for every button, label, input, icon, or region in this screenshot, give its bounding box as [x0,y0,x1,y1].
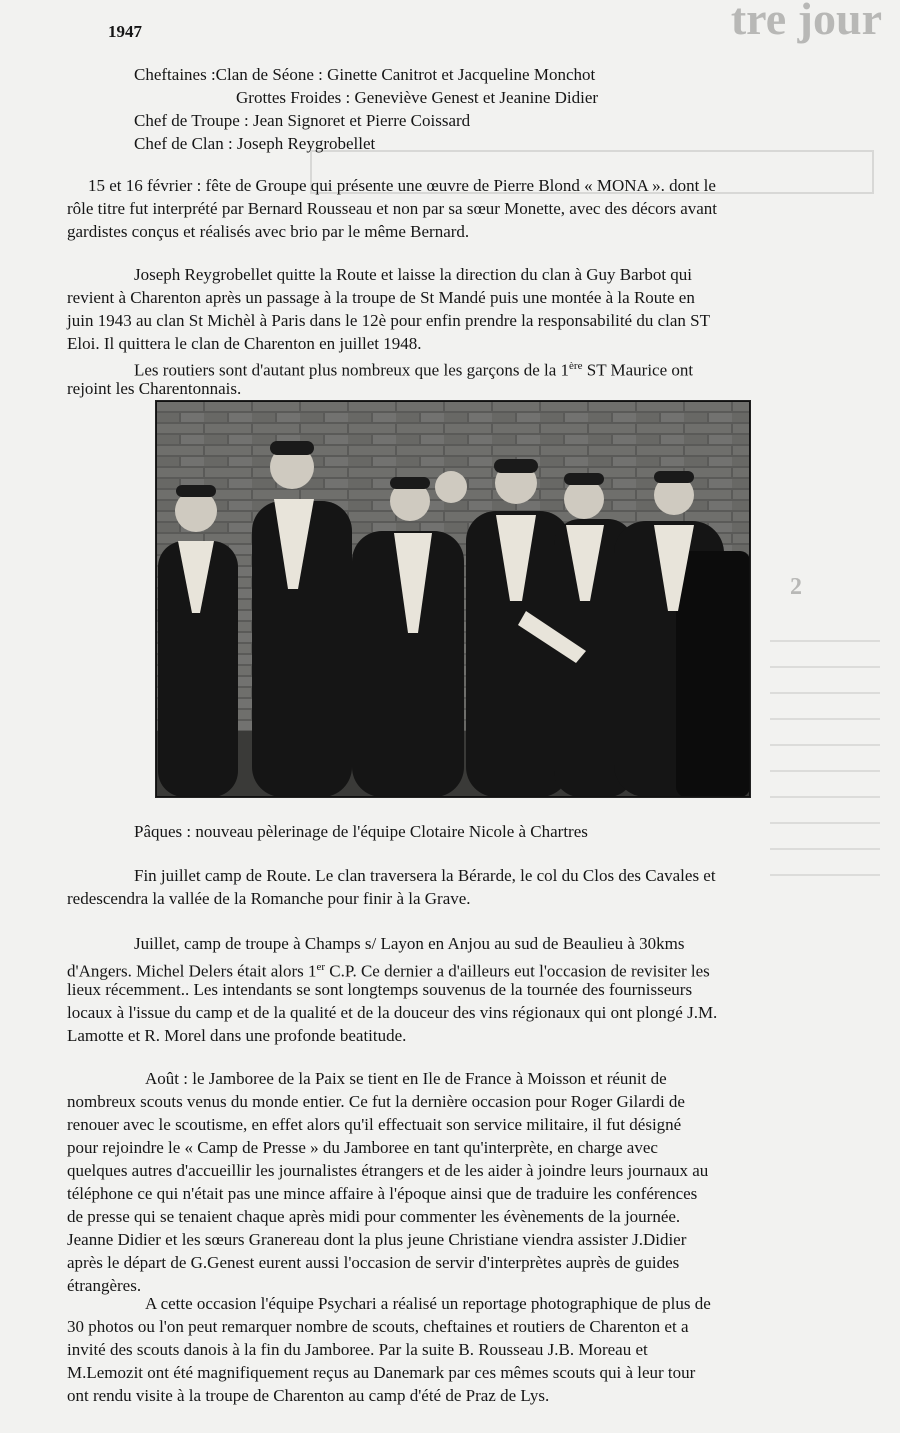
group-photo [155,400,751,798]
routiers-line-2: rejoint les Charentonnais. [67,379,242,398]
leaders-line-2: Grottes Froides : Geneviève Genest et Jeanine Didier [236,88,599,107]
aout-line-2: nombreux scouts venus du monde entier. Ce fut la dernière occasion pour Roger Gilardi de [67,1092,685,1111]
aout-line-6: téléphone ce qui n'était pas une mince affaire à l'époque ainsi que de traduire les conférences [67,1184,698,1203]
fete-line-3: gardistes conçus et réalisés avec brio par le même Bernard. [67,222,470,241]
ghost-number: 2 [790,574,802,600]
ghost-column [770,640,880,900]
aout-line-5: quelques autres d'accueillir les journalistes étrangers et de les aider à joindre leurs journaux au [67,1161,709,1180]
routiers-superscript: ère [569,360,583,372]
juillet-line-5: Lamotte et R. Morel dans une profonde beatitude. [67,1026,407,1045]
fete-line-1: 15 et 16 février : fête de Groupe qui présente une œuvre de Pierre Blond « MONA ». dont le [88,176,716,195]
juillet-superscript: er [316,961,326,973]
joseph-line-2: revient à Charenton après un passage à la troupe de St Mandé puis une montée à la Route en [67,288,695,307]
psychari-line-4: M.Lemozit ont été magnifiquement reçus au Danemark par ces mêmes scouts qui à leur tour [67,1363,696,1382]
leaders-line-4: Chef de Clan : Joseph Reygrobellet [134,134,376,153]
photo-caption: Pâques : nouveau pèlerinage de l'équipe Clotaire Nicole à Chartres [134,822,588,841]
fin-juillet-line-2: redescendra la vallée de la Romanche pour finir à la Grave. [67,889,471,908]
aout-line-10: étrangères. [67,1276,142,1295]
joseph-line-3: juin 1943 au clan St Michèl à Paris dans le 12è pour enfin prendre la responsabilité du clan ST [67,311,711,330]
leaders-line-3: Chef de Troupe : Jean Signoret et Pierre Coissard [134,111,471,130]
juillet-line-1: Juillet, camp de troupe à Champs s/ Layon en Anjou au sud de Beaulieu à 30kms [134,934,685,953]
juillet-line-4: locaux à l'issue du camp et de la qualité et de la douceur des vins régionaux qui ont plongé J.M. [67,1003,718,1022]
scouts-photo-illustration [156,401,750,797]
aout-line-7: de presse qui se tenaient chaque après midi pour commenter les évènements de la journée. [67,1207,681,1226]
routiers-text-post: ST Maurice ont [582,360,694,380]
juillet-text-post: C.P. Ce dernier a d'ailleurs eut l'occasion de revisiter les [325,961,710,981]
aout-line-8: Jeanne Didier et les sœurs Granereau dont la plus jeune Christiane viendra assister J.Didier [67,1230,687,1249]
joseph-line-4: Eloi. Il quittera le clan de Charenton en juillet 1948. [67,334,422,353]
joseph-line-1: Joseph Reygrobellet quitte la Route et laisse la direction du clan à Guy Barbot qui [134,265,693,284]
aout-line-1: Août : le Jamboree de la Paix se tient en Ile de France à Moisson et réunit de [145,1069,667,1088]
aout-line-4: pour rejoindre le « Camp de Presse » du Jamboree en tant qu'interprète, en charge avec [67,1138,658,1157]
routiers-text-pre: Les routiers sont d'autant plus nombreux que les garçons de la 1 [134,360,570,380]
juillet-line-3: lieux récemment.. Les intendants se sont longtemps souvenus de la tournée des fournisseurs [67,980,693,999]
juillet-text-pre: d'Angers. Michel Delers était alors 1 [67,961,317,981]
aout-line-3: renouer avec le scoutisme, en effet alors qu'il effectuait son service militaire, il fut désigné [67,1115,682,1134]
aout-line-9: après le départ de G.Genest eurent aussi l'occasion de servir d'interprètes auprès de guides [67,1253,680,1272]
ghost-heading: tre jour [730,0,882,44]
psychari-line-5: ont rendu visite à la troupe de Charenton au camp d'été de Praz de Lys. [67,1386,550,1405]
leaders-line-1: Cheftaines :Clan de Séone : Ginette Canitrot et Jacqueline Monchot [134,65,596,84]
psychari-line-1: A cette occasion l'équipe Psychari a réalisé un reportage photographique de plus de [145,1294,711,1313]
page-year: 1947 [108,22,142,41]
fete-line-2: rôle titre fut interprété par Bernard Rousseau et non par sa sœur Monette, avec des décors avant [67,199,718,218]
fin-juillet-line-1: Fin juillet camp de Route. Le clan traversera la Bérarde, le col du Clos des Cavales et [134,866,716,885]
psychari-line-2: 30 photos ou l'on peut remarquer nombre de scouts, cheftaines et routiers de Charenton et a [67,1317,689,1336]
psychari-line-3: invité des scouts danois à la fin du Jamboree. Par la suite B. Rousseau J.B. Moreau et [67,1340,648,1359]
